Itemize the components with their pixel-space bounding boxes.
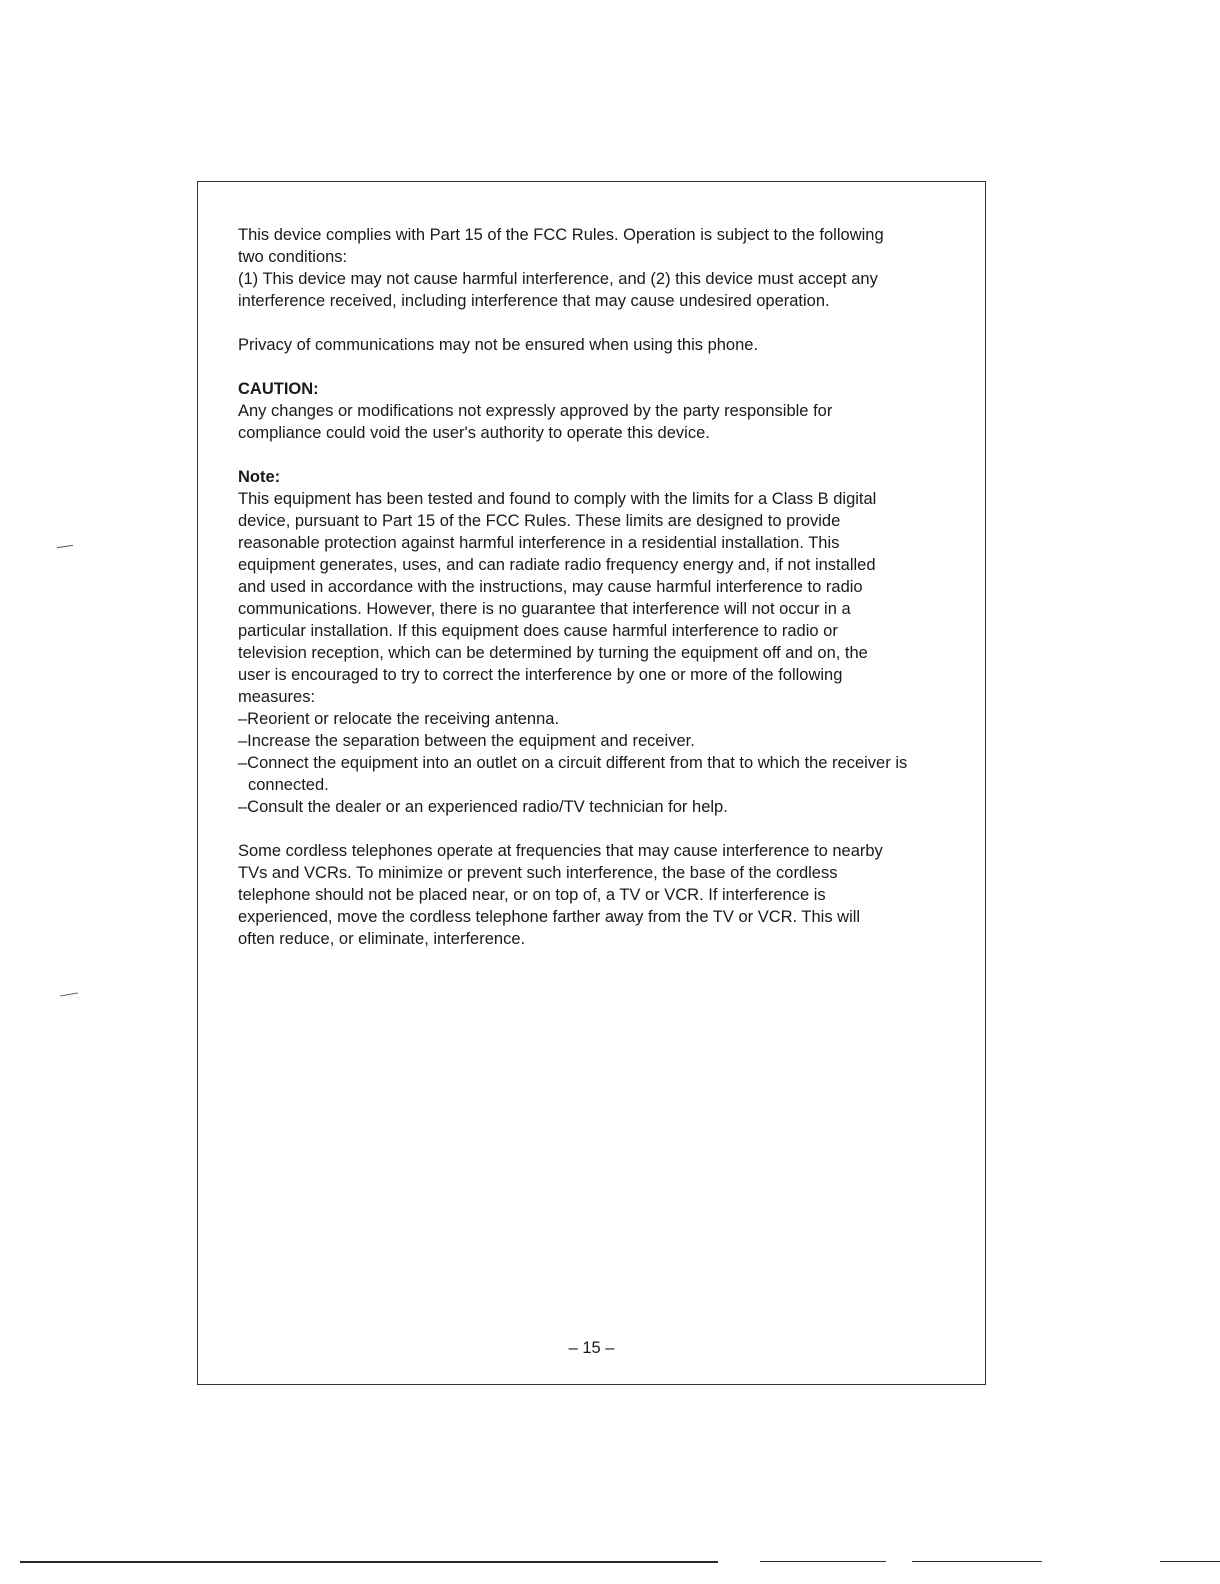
cordless-line: telephone should not be placed near, or on top of, a TV or VCR. If interference is [238,886,826,904]
bottom-rule [20,1561,718,1563]
caution-heading: CAUTION: [238,380,319,398]
caution-line: Any changes or modifications not expressly approved by the party responsible for [238,402,833,420]
cordless-line: experienced, move the cordless telephone farther away from the TV or VCR. This will [238,908,861,926]
caution-line: compliance could void the user's authority to operate this device. [238,424,710,442]
spacer [238,818,958,840]
fcc-line: This device complies with Part 15 of the FCC Rules. Operation is subject to the following [238,226,884,244]
measure-item: –Reorient or relocate the receiving antenna. [238,710,560,728]
fcc-line: (1) This device may not cause harmful interference, and (2) this device must accept any [238,270,878,288]
cordless-line: Some cordless telephones operate at frequencies that may cause interference to nearby [238,842,883,860]
note-line: reasonable protection against harmful interference in a residential installation. This [238,534,840,552]
note-line: particular installation. If this equipment does cause harmful interference to radio or [238,622,838,640]
measure-item: –Increase the separation between the equipment and receiver. [238,732,695,750]
scan-mark [57,545,73,548]
spacer [238,356,958,378]
note-line: measures: [238,688,316,706]
cordless-line: TVs and VCRs. To minimize or prevent such interference, the base of the cordless [238,864,838,882]
page-border [197,181,986,1385]
note-section [238,466,958,818]
note-heading: Note: [238,468,281,486]
measure-item: –Consult the dealer or an experienced radio/TV technician for help. [238,798,728,816]
fcc-line: interference received, including interference that may cause undesired operation. [238,292,830,310]
caution-section [238,378,958,444]
bottom-rule [912,1561,1042,1562]
spacer [238,312,958,334]
note-line: This equipment has been tested and found to comply with the limits for a Class B digital [238,490,877,508]
note-line: television reception, which can be determined by turning the equipment off and on, the [238,644,868,662]
privacy-statement: Privacy of communications may not be ensured when using this phone. [238,336,759,354]
page-content [238,224,958,950]
fcc-compliance-section [238,224,958,312]
scan-mark [60,992,78,996]
note-line: and used in accordance with the instructions, may cause harmful interference to radio [238,578,863,596]
bottom-rule [760,1561,886,1562]
note-line: equipment generates, uses, and can radiate radio frequency energy and, if not installed [238,556,876,574]
note-line: communications. However, there is no guarantee that interference will not occur in a [238,600,851,618]
spacer [238,444,958,466]
measure-item: –Connect the equipment into an outlet on a circuit different from that to which the receiver is connected. [238,754,908,794]
note-line: user is encouraged to try to correct the interference by one or more of the following [238,666,843,684]
cordless-section [238,840,958,950]
fcc-line: two conditions: [238,248,348,266]
page-number: – 15 – [568,1339,615,1357]
cordless-line: often reduce, or eliminate, interference. [238,930,526,948]
bottom-rule [1160,1561,1220,1562]
note-line: device, pursuant to Part 15 of the FCC Rules. These limits are designed to provide [238,512,841,530]
